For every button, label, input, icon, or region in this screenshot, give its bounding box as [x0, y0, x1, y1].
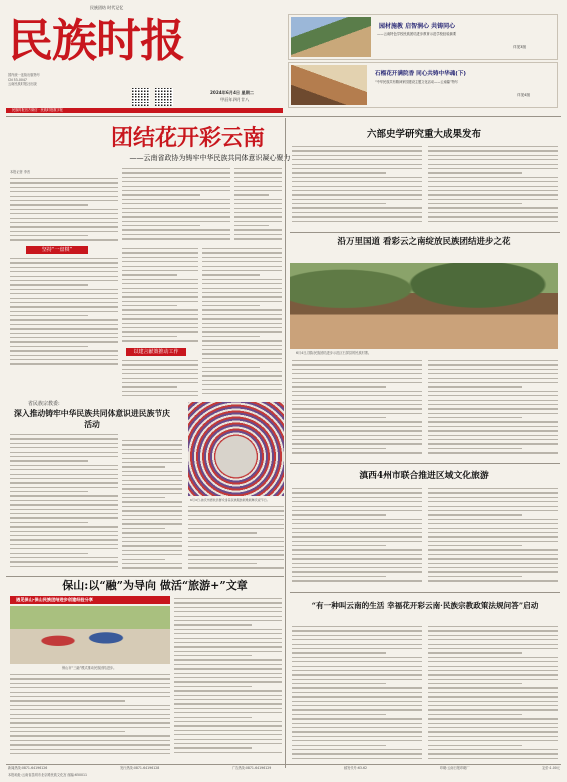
masthead-strip-text: 民族时报官方微信 · 民族时报数字报 [12, 108, 63, 112]
footer-address: 本报地址:云南省昆明市北京路民族文化宫 邮编:650011 [8, 773, 88, 777]
lead-headline: 团结花开彩云南 [110, 125, 265, 151]
right-top-body-2 [428, 146, 558, 228]
center-photo [188, 402, 284, 496]
masthead-logo: 民族时报 [8, 14, 185, 67]
teaser-box-2[interactable] [288, 62, 558, 108]
bottom-banner-headline: 保山:以“融”为导向 做活“旅游+”文章 [62, 579, 248, 592]
left-mid-headline: 深入推动铸牢中华民族共同体意识进民族节庆活动 [14, 409, 170, 429]
teaser-title-2: 石榴花开满院香 同心共铸中华魂(下) [375, 71, 466, 77]
right-low-headline: 滇西4州市联合推进区域文化旅游 [359, 471, 489, 481]
teaser-page-2: 详见4版 [517, 93, 531, 97]
footer-price: 定价:1.00元 [542, 766, 560, 770]
teaser-box-1[interactable] [288, 14, 558, 60]
right-mid-body-2 [428, 360, 558, 460]
right-top-divider [290, 232, 560, 233]
lead-section-tag-1: 坚持“一盘棋” [26, 246, 88, 254]
bottom-photo [10, 606, 170, 664]
center-photo-caption: 6月4日,迪庆州德钦县群众身着民族服装载歌载舞庆祝节日。 [190, 498, 270, 502]
right-mid-body-1 [292, 360, 422, 460]
left-mid-body-1 [10, 434, 118, 572]
teaser-title-1: 园材施教 启智润心 共铸同心 [379, 23, 456, 30]
column-divider [285, 118, 286, 768]
lead-body-col1b [10, 258, 118, 368]
teaser-photo-1 [291, 17, 371, 57]
bottom-photo-caption: 保山市“三融”模式推动民族团结进步。 [62, 666, 117, 670]
right-low-divider [290, 592, 560, 593]
lead-body-col3b [202, 248, 282, 398]
lead-body-col2c [122, 360, 198, 400]
right-mid-caption: 6月4日,国际民族团结进步示范区石屏县的民族村寨。 [296, 351, 372, 355]
right-bottom-headline: “有一种叫云南的生活 幸福花开彩云南·民族宗教政策法规问答”启动 [311, 601, 539, 610]
center-body [188, 506, 284, 572]
left-mid-kicker: 省民族宗教委: [28, 401, 60, 407]
lead-body-col2b [122, 248, 198, 344]
masthead-slogan: 民族团结 时代记忆 [90, 5, 124, 10]
qr-code-left [132, 88, 150, 106]
lead-byline: 本报记者 李晋 [10, 170, 31, 174]
footer-news-hotline: 新闻热线:0871-64196126 [8, 766, 48, 770]
right-mid-photo [290, 263, 558, 349]
footer-divider [6, 764, 561, 765]
qr-code-right [155, 88, 173, 106]
right-low-body-1 [292, 488, 422, 588]
right-low-body-2 [428, 488, 558, 588]
bottom-photo-strip-text: 遇见保山·保山民族团结进步创建经验分享 [16, 597, 93, 602]
lead-body-col1 [10, 178, 118, 244]
right-mid-headline: 沿万里国道 看彩云之南绽放民族团结进步之花 [337, 237, 511, 247]
teaser-sub-2: “中华民族共有精神家园建设主题文化活动——云南篇”特写 [375, 80, 458, 84]
footer-printer: 印刷:云南日报印刷厂 [439, 766, 470, 770]
lead-subheadline: ——云南省政协为铸牢中华民族共同体意识凝心聚力 [129, 154, 291, 162]
bottom-banner-divider [6, 576, 284, 577]
right-top-headline: 六部史学研究重大成果发布 [366, 129, 481, 140]
masthead-info: 国内统一连续出版物号 CN 53-0047 云南民族时报社出版 [8, 73, 40, 86]
right-bottom-body-1 [292, 626, 422, 762]
right-bottom-body-2 [428, 626, 558, 762]
footer-ad-hotline: 广告热线:0871-64196129 [232, 766, 272, 770]
teaser-photo-2 [291, 65, 367, 105]
lunar-date: 甲辰年四月廿八 [220, 97, 250, 102]
masthead-divider [6, 116, 561, 117]
teaser-page-1: 详见3版 [513, 45, 527, 49]
teaser-sub-1: ——云南特色学校民族团结进步教育示范学校经验摘要 [377, 32, 457, 36]
right-top-body-1 [292, 146, 422, 228]
bottom-body-2 [174, 598, 282, 760]
left-mid-body-2 [122, 440, 182, 572]
issue-date: 2024年6月4日 星期二 [210, 90, 255, 95]
footer-info [8, 766, 560, 771]
lead-body-col2 [122, 168, 230, 244]
footer-postal-code: 邮发代号:63-62 [344, 766, 368, 770]
right-mid-divider [290, 463, 560, 464]
lead-section-tag-2: 以建言献策推动工作 [126, 348, 186, 356]
bottom-body-1 [10, 674, 170, 760]
footer-distribution-hotline: 发行热线:0871-64196128 [120, 766, 160, 770]
lead-body-col3 [234, 168, 282, 244]
